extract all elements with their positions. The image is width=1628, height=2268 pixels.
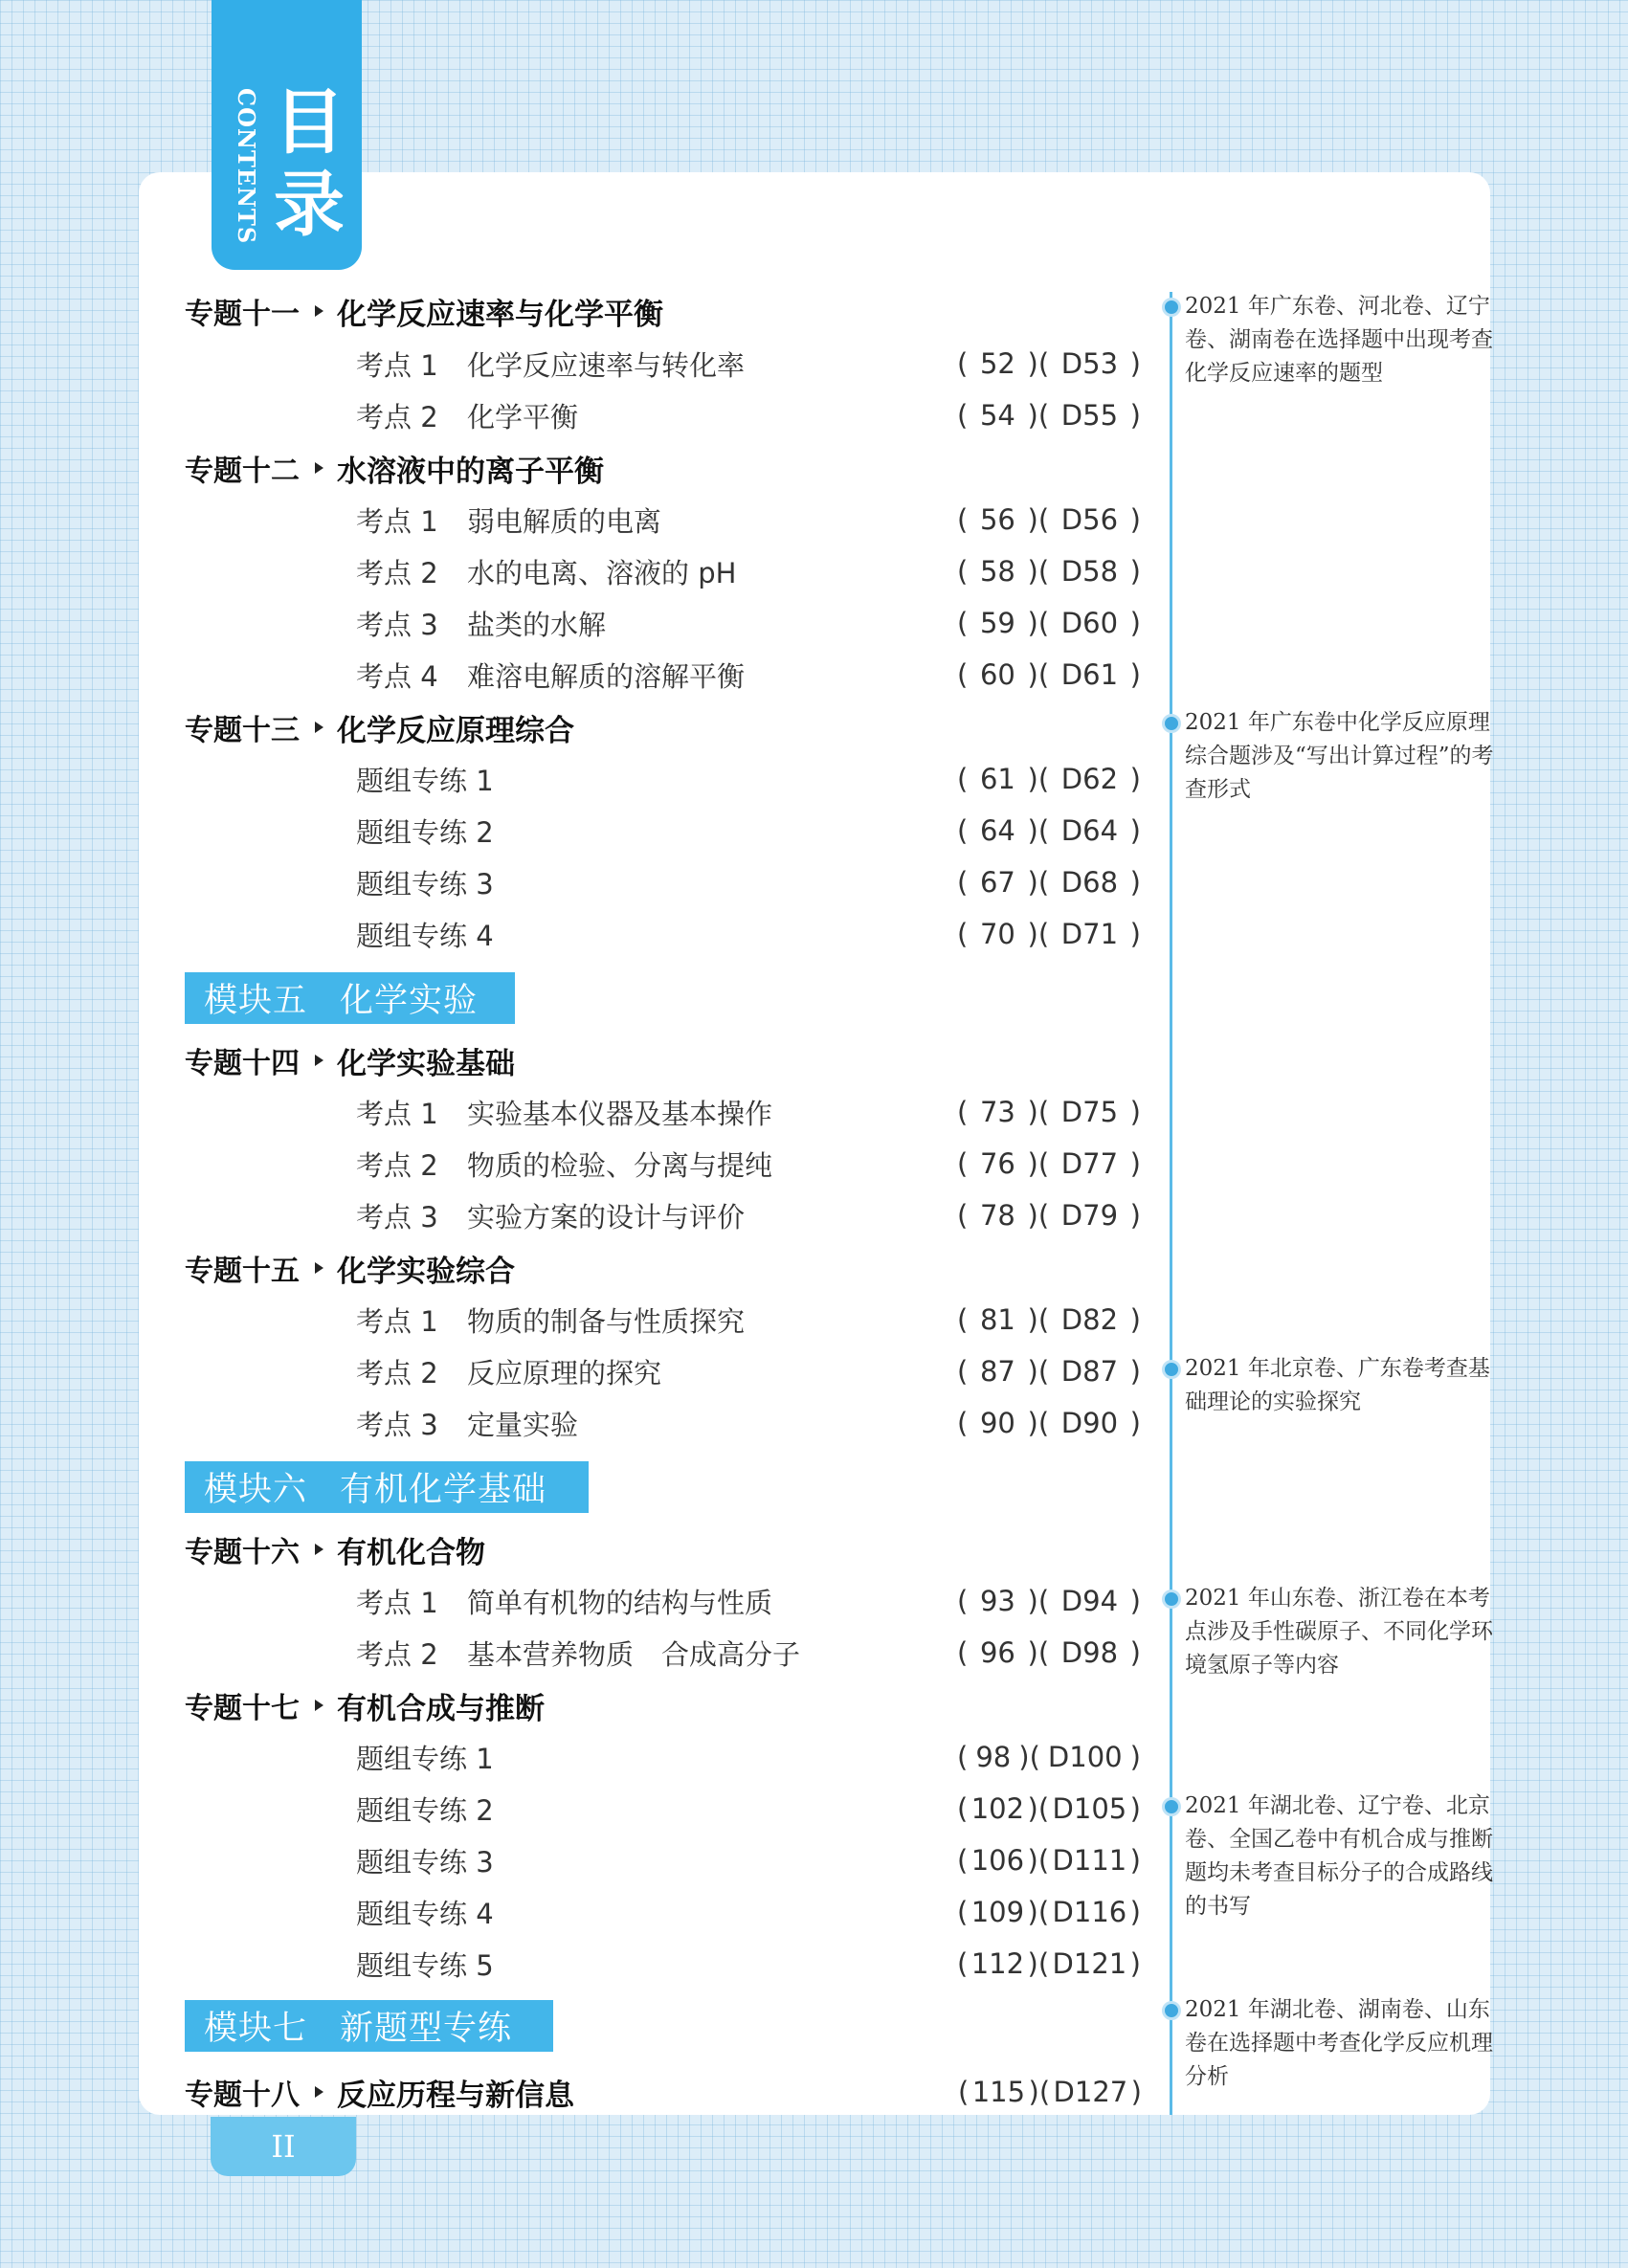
paren: )	[1129, 347, 1141, 380]
answer-page-ref: D90	[1060, 1407, 1119, 1439]
toc-entry-row[interactable]	[356, 753, 1141, 805]
topic-label: 专题十六	[185, 1536, 300, 1569]
paren: (	[957, 1096, 969, 1128]
answer-page-ref: D105	[1052, 1792, 1127, 1825]
triangle-icon	[315, 1544, 323, 1555]
toc-entry-row[interactable]	[356, 1086, 1141, 1138]
paren: (	[957, 1792, 969, 1825]
answer-page-ref: D77	[1060, 1147, 1119, 1180]
side-note	[1162, 1790, 1510, 1923]
topic-title: 反应历程与新信息	[337, 2078, 574, 2113]
answer-page-ref: D98	[1060, 1636, 1119, 1669]
toc-topic-row[interactable]	[185, 1523, 1142, 1575]
page-refs	[957, 866, 1141, 899]
paren: )(	[1027, 1199, 1050, 1232]
entry-label: 题组专练 1	[356, 764, 494, 797]
paren: )	[1129, 607, 1141, 639]
answer-page-ref: D87	[1060, 1355, 1119, 1388]
paren: )	[1130, 2076, 1142, 2108]
leader-dots	[784, 1086, 948, 1138]
topic-title: 有机合成与推断	[337, 1691, 545, 1726]
entry-title: 化学反应速率与转化率	[467, 348, 746, 382]
topic-label: 专题十七	[185, 1692, 300, 1725]
paren: )(	[1027, 918, 1050, 950]
side-note-text: 2021 年湖北卷、湖南卷、山东卷在选择题中考查化学反应机理分析	[1185, 1997, 1493, 2089]
answer-page-ref: D127	[1053, 2076, 1128, 2108]
bullet-dot-icon	[1162, 1360, 1181, 1379]
entry-title: 物质的检验、分离与提纯	[467, 1148, 773, 1182]
toc-topic-row[interactable]	[185, 701, 1142, 753]
entry-title: 实验方案的设计与评价	[467, 1200, 746, 1234]
paren: )	[1129, 866, 1141, 899]
entry-title: 弱电解质的电离	[467, 504, 662, 538]
side-note-text: 2021 年广东卷中化学反应原理综合题涉及“写出计算过程”的考查形式	[1185, 710, 1494, 802]
page-number-ref: 76	[979, 1147, 1015, 1180]
paren: )	[1129, 763, 1141, 795]
answer-page-ref: D58	[1060, 555, 1119, 588]
answer-page-ref: D64	[1060, 814, 1119, 847]
paren: )(	[1027, 1947, 1050, 1980]
toc-entry-row[interactable]	[356, 1731, 1141, 1783]
entry-label: 考点 2	[356, 400, 438, 434]
bullet-dot-icon	[1162, 1590, 1181, 1609]
paren: )	[1129, 1585, 1141, 1617]
answer-page-ref: D55	[1060, 399, 1119, 432]
entry-label: 题组专练 3	[356, 867, 494, 901]
page-refs	[957, 1844, 1141, 1877]
page-subtitle: CONTENTS	[233, 88, 260, 245]
page-refs	[957, 1147, 1141, 1180]
paren: (	[957, 918, 969, 950]
side-note-text: 2021 年湖北卷、辽宁卷、北京卷、全国乙卷中有机合成与推断题均未考查目标分子的合成路线的书写	[1185, 1793, 1493, 1919]
leader-dots	[784, 1575, 948, 1627]
paren: )	[1129, 1792, 1141, 1825]
paren: )	[1129, 1947, 1141, 1980]
answer-page-ref: D94	[1060, 1585, 1119, 1617]
toc-entry-row[interactable]	[356, 338, 1141, 389]
paren: )(	[1027, 1585, 1050, 1617]
page-number: II	[211, 2117, 356, 2176]
page-number-ref: 102	[970, 1792, 1025, 1825]
page-refs	[957, 918, 1141, 950]
topic-label: 专题十八	[185, 2079, 300, 2112]
toc-entry-row[interactable]	[356, 389, 1141, 441]
answer-page-ref: D62	[1060, 763, 1119, 795]
paren: )(	[1027, 555, 1050, 588]
answer-page-ref: D71	[1060, 918, 1119, 950]
leader-dots	[505, 753, 948, 805]
leader-dots	[673, 494, 948, 545]
paren: )(	[1027, 1096, 1050, 1128]
answer-page-ref: D75	[1060, 1096, 1119, 1128]
page-number-ref: 98	[975, 1741, 1012, 1773]
leader-dots	[756, 649, 948, 700]
paren: (	[957, 1147, 969, 1180]
entry-label: 考点 1	[356, 1304, 438, 1338]
paren: )(	[1027, 607, 1050, 639]
triangle-icon	[315, 1700, 323, 1711]
toc-entry-row[interactable]	[356, 1575, 1141, 1627]
page-number-ref: 90	[979, 1407, 1015, 1439]
toc-entry-row[interactable]	[356, 1886, 1141, 1938]
toc-entry-row[interactable]	[356, 1834, 1141, 1886]
paren: (	[957, 1896, 969, 1928]
page-refs	[957, 347, 1141, 380]
paren: )	[1129, 1147, 1141, 1180]
paren: (	[957, 1407, 969, 1439]
page-refs	[957, 1896, 1141, 1928]
page-refs	[957, 399, 1141, 432]
page-number-ref: 61	[979, 763, 1015, 795]
side-note	[1162, 1582, 1510, 1682]
entry-label: 题组专练 5	[356, 1948, 494, 1982]
toc-entry-row[interactable]	[356, 494, 1141, 545]
entry-title: 反应原理的探究	[467, 1356, 662, 1390]
page-number-ref: 52	[979, 347, 1015, 380]
paren: )	[1129, 399, 1141, 432]
topic-label: 专题十五	[185, 1255, 300, 1288]
toc-entry-row[interactable]	[356, 908, 1141, 960]
page-number-ref: 87	[979, 1355, 1015, 1388]
entry-label: 题组专练 1	[356, 1742, 494, 1775]
triangle-icon	[315, 462, 323, 474]
page-number-ref: 64	[979, 814, 1015, 847]
module-header	[185, 972, 515, 1024]
side-note	[1162, 1352, 1510, 1419]
answer-page-ref: D116	[1052, 1896, 1127, 1928]
entry-title: 盐类的水解	[467, 608, 607, 641]
entry-title: 基本营养物质 合成高分子	[467, 1637, 801, 1671]
paren: )(	[1027, 763, 1050, 795]
answer-page-ref: D56	[1060, 503, 1119, 536]
entry-label: 考点 1	[356, 1097, 438, 1130]
page-refs	[957, 1792, 1141, 1825]
paren: )(	[1027, 1896, 1050, 1928]
entry-label: 考点 1	[356, 348, 438, 382]
toc-entry-row[interactable]	[356, 649, 1141, 700]
topic-label: 专题十二	[185, 455, 300, 488]
entry-title: 定量实验	[467, 1408, 579, 1441]
toc-topic-row[interactable]	[185, 442, 1142, 494]
paren: )	[1129, 1303, 1141, 1336]
paren: )(	[1027, 1636, 1050, 1669]
module-title: 有机化学基础	[340, 1471, 547, 1509]
entry-title: 实验基本仪器及基本操作	[467, 1097, 773, 1130]
leader-dots	[505, 908, 948, 960]
topic-title: 化学实验综合	[337, 1254, 515, 1289]
toc-entry-row[interactable]	[356, 597, 1141, 649]
page-number-ref: 54	[979, 399, 1015, 432]
page-title: 目录	[274, 81, 345, 246]
paren: (	[957, 814, 969, 847]
paren: )	[1129, 1741, 1141, 1773]
entry-label: 考点 2	[356, 556, 438, 589]
toc-entry-row[interactable]	[356, 805, 1141, 856]
triangle-icon	[315, 305, 323, 317]
leader-dots	[673, 1345, 948, 1397]
entry-title: 水的电离、溶液的 pH	[467, 556, 737, 589]
paren: )	[1129, 503, 1141, 536]
module-header	[185, 2000, 553, 2052]
side-note-text: 2021 年山东卷、浙江卷在本考点涉及手性碳原子、不同化学环境氢原子等内容	[1185, 1586, 1493, 1678]
toc-topic-row[interactable]	[185, 285, 1142, 337]
leader-dots	[590, 1397, 948, 1449]
paren: (	[957, 555, 969, 588]
leader-dots	[505, 1938, 948, 1990]
entry-title: 化学平衡	[467, 400, 579, 434]
toc-entry-row[interactable]	[356, 1138, 1141, 1190]
entry-label: 题组专练 3	[356, 1845, 494, 1879]
paren: (	[957, 1636, 969, 1669]
side-note	[1162, 1993, 1510, 2094]
entry-label: 考点 2	[356, 1356, 438, 1390]
page-number-ref: 115	[971, 2076, 1026, 2108]
leader-dots	[617, 597, 948, 649]
topic-title: 化学反应原理综合	[337, 713, 574, 748]
page-number-ref: 70	[979, 918, 1015, 950]
leader-dots	[505, 1834, 948, 1886]
entry-label: 考点 1	[356, 1586, 438, 1619]
page-refs	[957, 1741, 1141, 1773]
page-refs	[957, 1355, 1141, 1388]
leader-dots	[505, 1783, 948, 1834]
entry-label: 考点 4	[356, 659, 438, 693]
paren: )	[1129, 1355, 1141, 1388]
entry-label: 考点 3	[356, 1408, 438, 1441]
entry-label: 题组专练 4	[356, 1897, 494, 1930]
page-refs	[957, 763, 1141, 795]
page-number-ref: 67	[979, 866, 1015, 899]
leader-dots	[784, 1138, 948, 1190]
toc-entry-row[interactable]	[356, 856, 1141, 908]
page-number-ref: 59	[979, 607, 1015, 639]
toc-entry-row[interactable]	[356, 545, 1141, 597]
entry-title: 简单有机物的结构与性质	[467, 1586, 773, 1619]
leader-dots	[812, 1627, 948, 1679]
paren: (	[957, 1844, 969, 1877]
triangle-icon	[315, 1262, 323, 1274]
paren: )	[1129, 1096, 1141, 1128]
answer-page-ref: D82	[1060, 1303, 1119, 1336]
toc-entry-row[interactable]	[356, 1345, 1141, 1397]
bullet-dot-icon	[1162, 298, 1181, 317]
toc-entry-row[interactable]	[356, 1783, 1141, 1834]
module-title: 新题型专练	[340, 2010, 513, 2048]
topic-title: 有机化合物	[337, 1535, 485, 1570]
paren: )(	[1027, 866, 1050, 899]
answer-page-ref: D68	[1060, 866, 1119, 899]
paren: (	[957, 1585, 969, 1617]
paren: (	[957, 347, 969, 380]
paren: (	[957, 399, 969, 432]
paren: (	[957, 1947, 969, 1980]
page-refs	[957, 1303, 1141, 1336]
topic-title: 化学实验基础	[337, 1046, 515, 1081]
answer-page-ref: D60	[1060, 607, 1119, 639]
paren: (	[957, 1199, 969, 1232]
answer-page-ref: D61	[1060, 658, 1119, 691]
paren: )(	[1028, 2076, 1051, 2108]
page-refs	[957, 1585, 1141, 1617]
module-label: 模块七	[204, 2010, 308, 2048]
page-refs	[957, 658, 1141, 691]
paren: )(	[1027, 658, 1050, 691]
paren: (	[958, 2076, 970, 2108]
answer-page-ref: D79	[1060, 1199, 1119, 1232]
entry-title: 难溶电解质的溶解平衡	[467, 659, 746, 693]
module-label: 模块六	[204, 1471, 308, 1509]
paren: (	[957, 658, 969, 691]
entry-label: 考点 3	[356, 1200, 438, 1234]
paren: )(	[1018, 1741, 1040, 1773]
page-number-ref: 78	[979, 1199, 1015, 1232]
paren: (	[957, 503, 969, 536]
leader-dots	[505, 856, 948, 908]
paren: )(	[1027, 503, 1050, 536]
toc-topic-row[interactable]	[185, 2066, 1142, 2118]
leader-dots	[756, 1190, 948, 1241]
entry-title: 物质的制备与性质探究	[467, 1304, 746, 1338]
paren: (	[957, 866, 969, 899]
paren: )	[1129, 1407, 1141, 1439]
topic-label: 专题十一	[185, 298, 300, 331]
paren: )	[1129, 658, 1141, 691]
leader-dots	[747, 545, 948, 597]
leader-dots	[505, 805, 948, 856]
paren: )(	[1027, 1844, 1050, 1877]
entry-label: 题组专练 2	[356, 1793, 494, 1827]
paren: )(	[1027, 1147, 1050, 1180]
page-number-ref: 109	[970, 1896, 1025, 1928]
answer-page-ref: D121	[1052, 1947, 1127, 1980]
paren: )	[1129, 1896, 1141, 1928]
page-number-ref: 58	[979, 555, 1015, 588]
toc-topic-row[interactable]	[185, 1034, 1142, 1086]
topic-title: 水溶液中的离子平衡	[337, 454, 604, 489]
page-refs	[957, 1947, 1141, 1980]
answer-page-ref: D111	[1052, 1844, 1127, 1877]
page-number-ref: 73	[979, 1096, 1015, 1128]
page-refs	[957, 814, 1141, 847]
leader-dots	[505, 1886, 948, 1938]
triangle-icon	[315, 722, 323, 733]
side-note-text: 2021 年北京卷、广东卷考查基础理论的实验探究	[1185, 1356, 1490, 1414]
entry-label: 题组专练 4	[356, 919, 494, 952]
module-label: 模块五	[204, 982, 308, 1020]
page-refs	[957, 1199, 1141, 1232]
paren: )	[1129, 555, 1141, 588]
side-note-text: 2021 年广东卷、河北卷、辽宁卷、湖南卷在选择题中出现考查化学反应速率的题型	[1185, 294, 1493, 386]
entry-label: 题组专练 2	[356, 815, 494, 849]
page-number-ref: 93	[979, 1585, 1015, 1617]
page-refs	[957, 503, 1141, 536]
page-refs	[957, 1096, 1141, 1128]
leader-dots	[586, 2066, 948, 2118]
paren: (	[957, 763, 969, 795]
toc-topic-row[interactable]	[185, 1679, 1142, 1731]
topic-label: 专题十三	[185, 714, 300, 747]
paren: (	[957, 1355, 969, 1388]
entry-label: 考点 2	[356, 1637, 438, 1671]
toc-entry-row[interactable]	[356, 1294, 1141, 1345]
page-number-ref: 106	[970, 1844, 1025, 1877]
triangle-icon	[315, 1055, 323, 1066]
side-note	[1162, 706, 1510, 807]
page-number-ref: 56	[979, 503, 1015, 536]
answer-page-ref: D100	[1047, 1741, 1123, 1773]
paren: )(	[1027, 814, 1050, 847]
bullet-dot-icon	[1162, 1797, 1181, 1816]
bullet-dot-icon	[1162, 714, 1181, 733]
paren: )(	[1027, 1407, 1050, 1439]
module-title: 化学实验	[340, 982, 479, 1020]
page-number-ref: 112	[970, 1947, 1025, 1980]
toc-entry-row[interactable]	[356, 1190, 1141, 1241]
paren: )	[1129, 1844, 1141, 1877]
side-note	[1162, 290, 1510, 390]
entry-label: 考点 1	[356, 504, 438, 538]
paren: )	[1129, 1199, 1141, 1232]
page-refs	[957, 555, 1141, 588]
leader-dots	[756, 338, 948, 389]
toc-entry-row[interactable]	[356, 1397, 1141, 1449]
page-refs	[957, 1407, 1141, 1439]
module-header	[185, 1461, 589, 1513]
paren: )(	[1027, 1303, 1050, 1336]
page-number-ref: 60	[979, 658, 1015, 691]
answer-page-ref: D53	[1060, 347, 1119, 380]
paren: (	[957, 607, 969, 639]
paren: (	[957, 1741, 969, 1773]
paren: (	[957, 1303, 969, 1336]
page-refs	[957, 607, 1141, 639]
paren: )(	[1027, 399, 1050, 432]
leader-dots	[756, 1294, 948, 1345]
paren: )(	[1027, 1792, 1050, 1825]
page-number-ref: 96	[979, 1636, 1015, 1669]
toc-topic-row[interactable]	[185, 1242, 1142, 1294]
toc-entry-row[interactable]	[356, 1938, 1141, 1990]
paren: )	[1129, 1636, 1141, 1669]
paren: )	[1129, 814, 1141, 847]
bullet-dot-icon	[1162, 2001, 1181, 2020]
page-number-ref: 81	[979, 1303, 1015, 1336]
topic-label: 专题十四	[185, 1047, 300, 1080]
page-refs	[957, 1636, 1141, 1669]
topic-title: 化学反应速率与化学平衡	[337, 297, 663, 332]
entry-label: 考点 2	[356, 1148, 438, 1182]
leader-dots	[590, 389, 948, 441]
triangle-icon	[315, 2086, 323, 2098]
paren: )	[1129, 918, 1141, 950]
toc-entry-row[interactable]	[356, 1627, 1141, 1679]
entry-label: 考点 3	[356, 608, 438, 641]
page-refs	[958, 2076, 1142, 2108]
paren: )(	[1027, 347, 1050, 380]
paren: )(	[1027, 1355, 1050, 1388]
leader-dots	[505, 1731, 948, 1783]
